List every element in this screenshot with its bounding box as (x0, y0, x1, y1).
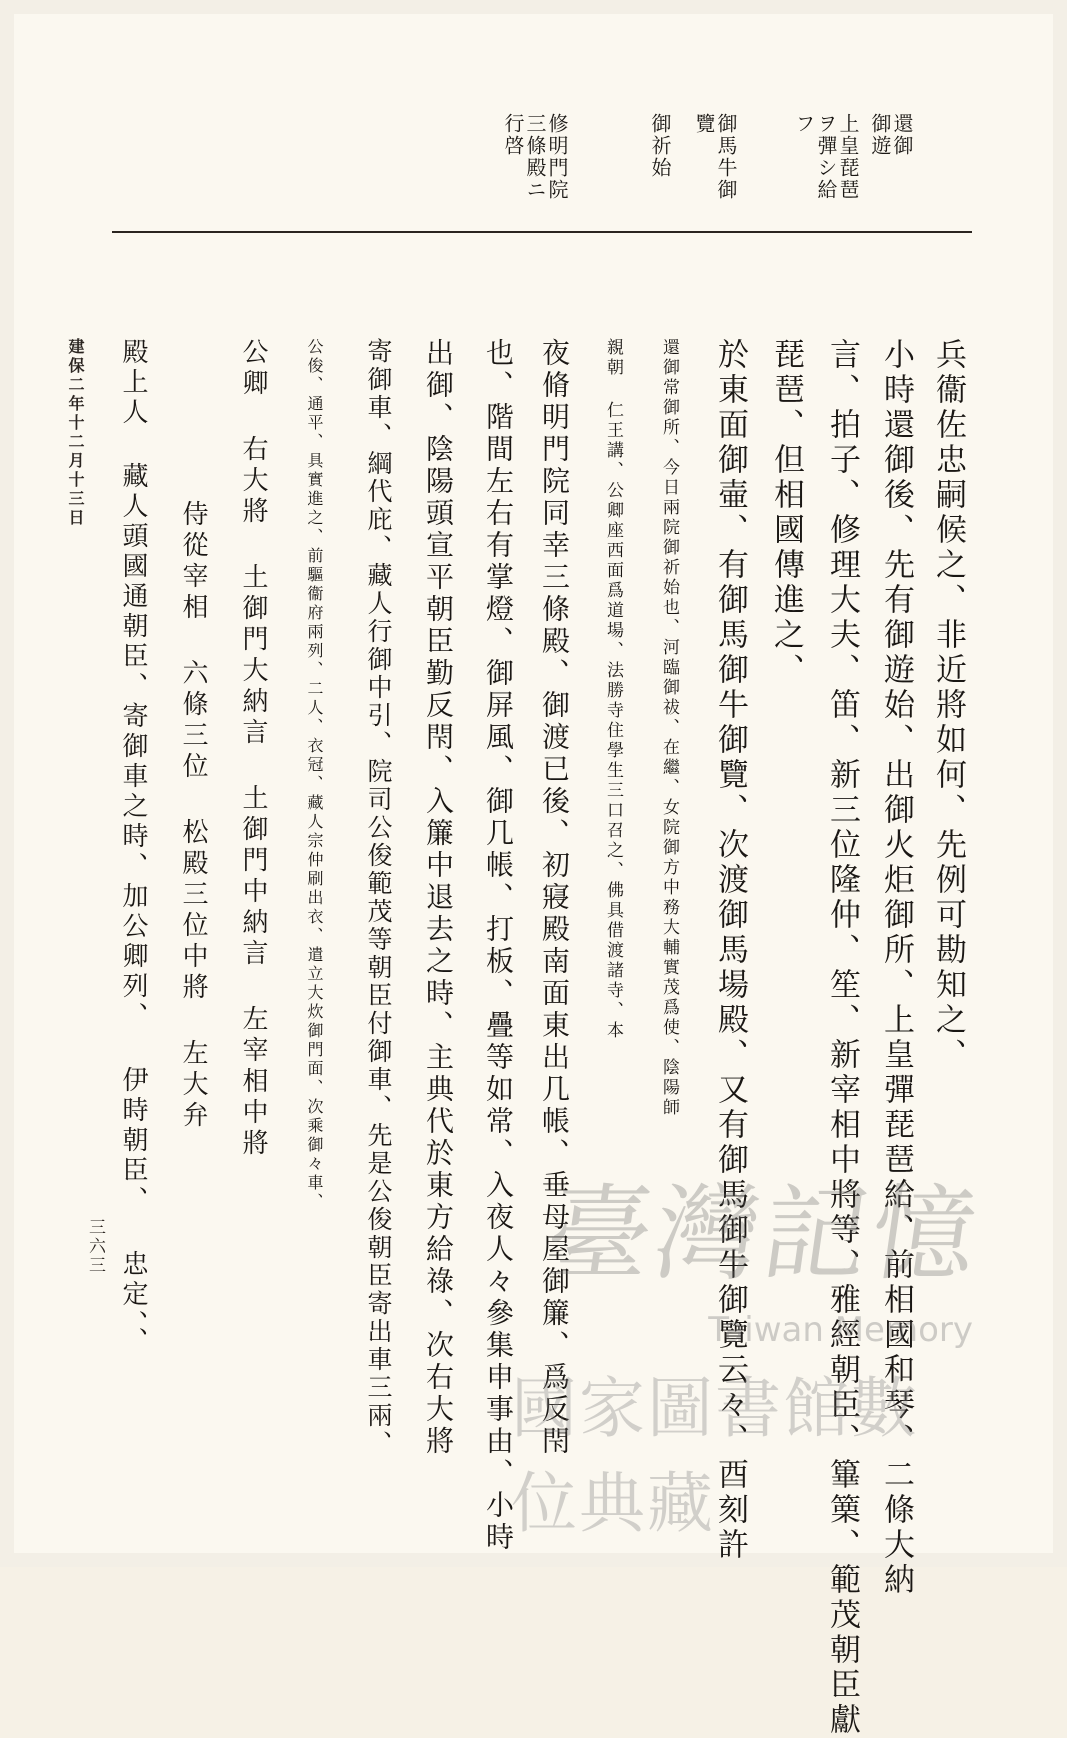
headnote-1: 還御 (890, 113, 914, 157)
headnote-5: フ (792, 113, 816, 135)
text-column-1: 兵衞佐忠嗣候之、非近將如何、先例可勘知之、 (930, 338, 966, 1073)
text-column-10: 出御、陰陽頭宣平朝臣勤反閇、入簾中退去之時、主典代於東方給祿、次右大將 (422, 338, 455, 1458)
watermark-institution: 國家圖書館數位典藏 (511, 1370, 919, 1542)
headnote-11: 行啓 (501, 113, 525, 157)
text-column-4: 琵琶、但相國傳進之、 (768, 338, 804, 688)
headnote-10: 三條殿ニ (523, 113, 547, 201)
text-column-7: 親朝 仁王講、公卿座西面爲道場、法勝寺住學生三口召之、佛具借渡諸寺、本 (603, 338, 623, 1041)
headnote-4: ヲ彈シ給 (814, 113, 838, 201)
text-column-13: 公卿 右大將 土御門大納言 土御門中納言 左宰相中將 (238, 338, 268, 1160)
headnote-3: 上皇琵琶 (836, 113, 860, 201)
text-column-12: 公俊、通平、具實進之、前驅衞府兩列、二人、衣冠、藏人宗仲刷出衣、遣立大炊御門面、次乘御々車、 (305, 338, 324, 1212)
text-column-15: 殿上人 藏人頭國通朝臣、寄御車之時、加公卿列、 伊時朝臣、 忠定、、 (118, 338, 148, 1357)
text-column-5: 於東面御壷、有御馬御牛御覽、次渡御馬場殿、又有御馬御牛御覽云々、酉刻許 (712, 338, 748, 1563)
headnote-8: 御祈始 (648, 113, 672, 179)
headnote-6: 御馬牛御 (714, 113, 738, 201)
headnote-7: 覽 (692, 113, 716, 135)
text-column-8: 夜脩明門院同幸三條殿、御渡已後、初寢殿南面東出几帳、垂母屋御簾、爲反閇 (538, 338, 571, 1458)
watermark-english: Taiwan Memory (708, 1310, 973, 1350)
text-column-14: 侍從宰相 六條三位 松殿三位中將 左大弁 (178, 500, 208, 1132)
page-number: 三六三 (85, 1218, 105, 1275)
headnote-2: 御遊 (868, 113, 892, 157)
headnote-9: 修明門院 (545, 113, 569, 201)
text-column-6: 還御常御所、今日兩院御祈始也、河臨御祓、在繼、女院御方中務大輔實茂爲使、陰陽師 (659, 338, 679, 1118)
header-rule (112, 231, 972, 233)
watermark-main: 臺灣記憶 (539, 1173, 989, 1295)
running-date: 建保二年十二月十三日 (66, 338, 85, 528)
text-column-2: 小時還御後、先有御遊始、出御火炬御所、上皇彈琵琶給、前相國和琴、二條大納 (878, 338, 914, 1598)
text-column-3: 言、拍子、修理大夫、笛、新三位隆仲、笙、新宰相中將等、雅經朝臣、篳篥、範茂朝臣獻 (824, 338, 860, 1738)
text-column-9: 也、階間左右有掌燈、御屏風、御几帳、打板、疊等如常、入夜人々參集申事由、小時 (482, 338, 515, 1554)
text-column-11: 寄御車、綱代庇、藏人行御中引、院司公俊範茂等朝臣付御車、先是公俊朝臣寄出車三兩、 (364, 338, 393, 1458)
